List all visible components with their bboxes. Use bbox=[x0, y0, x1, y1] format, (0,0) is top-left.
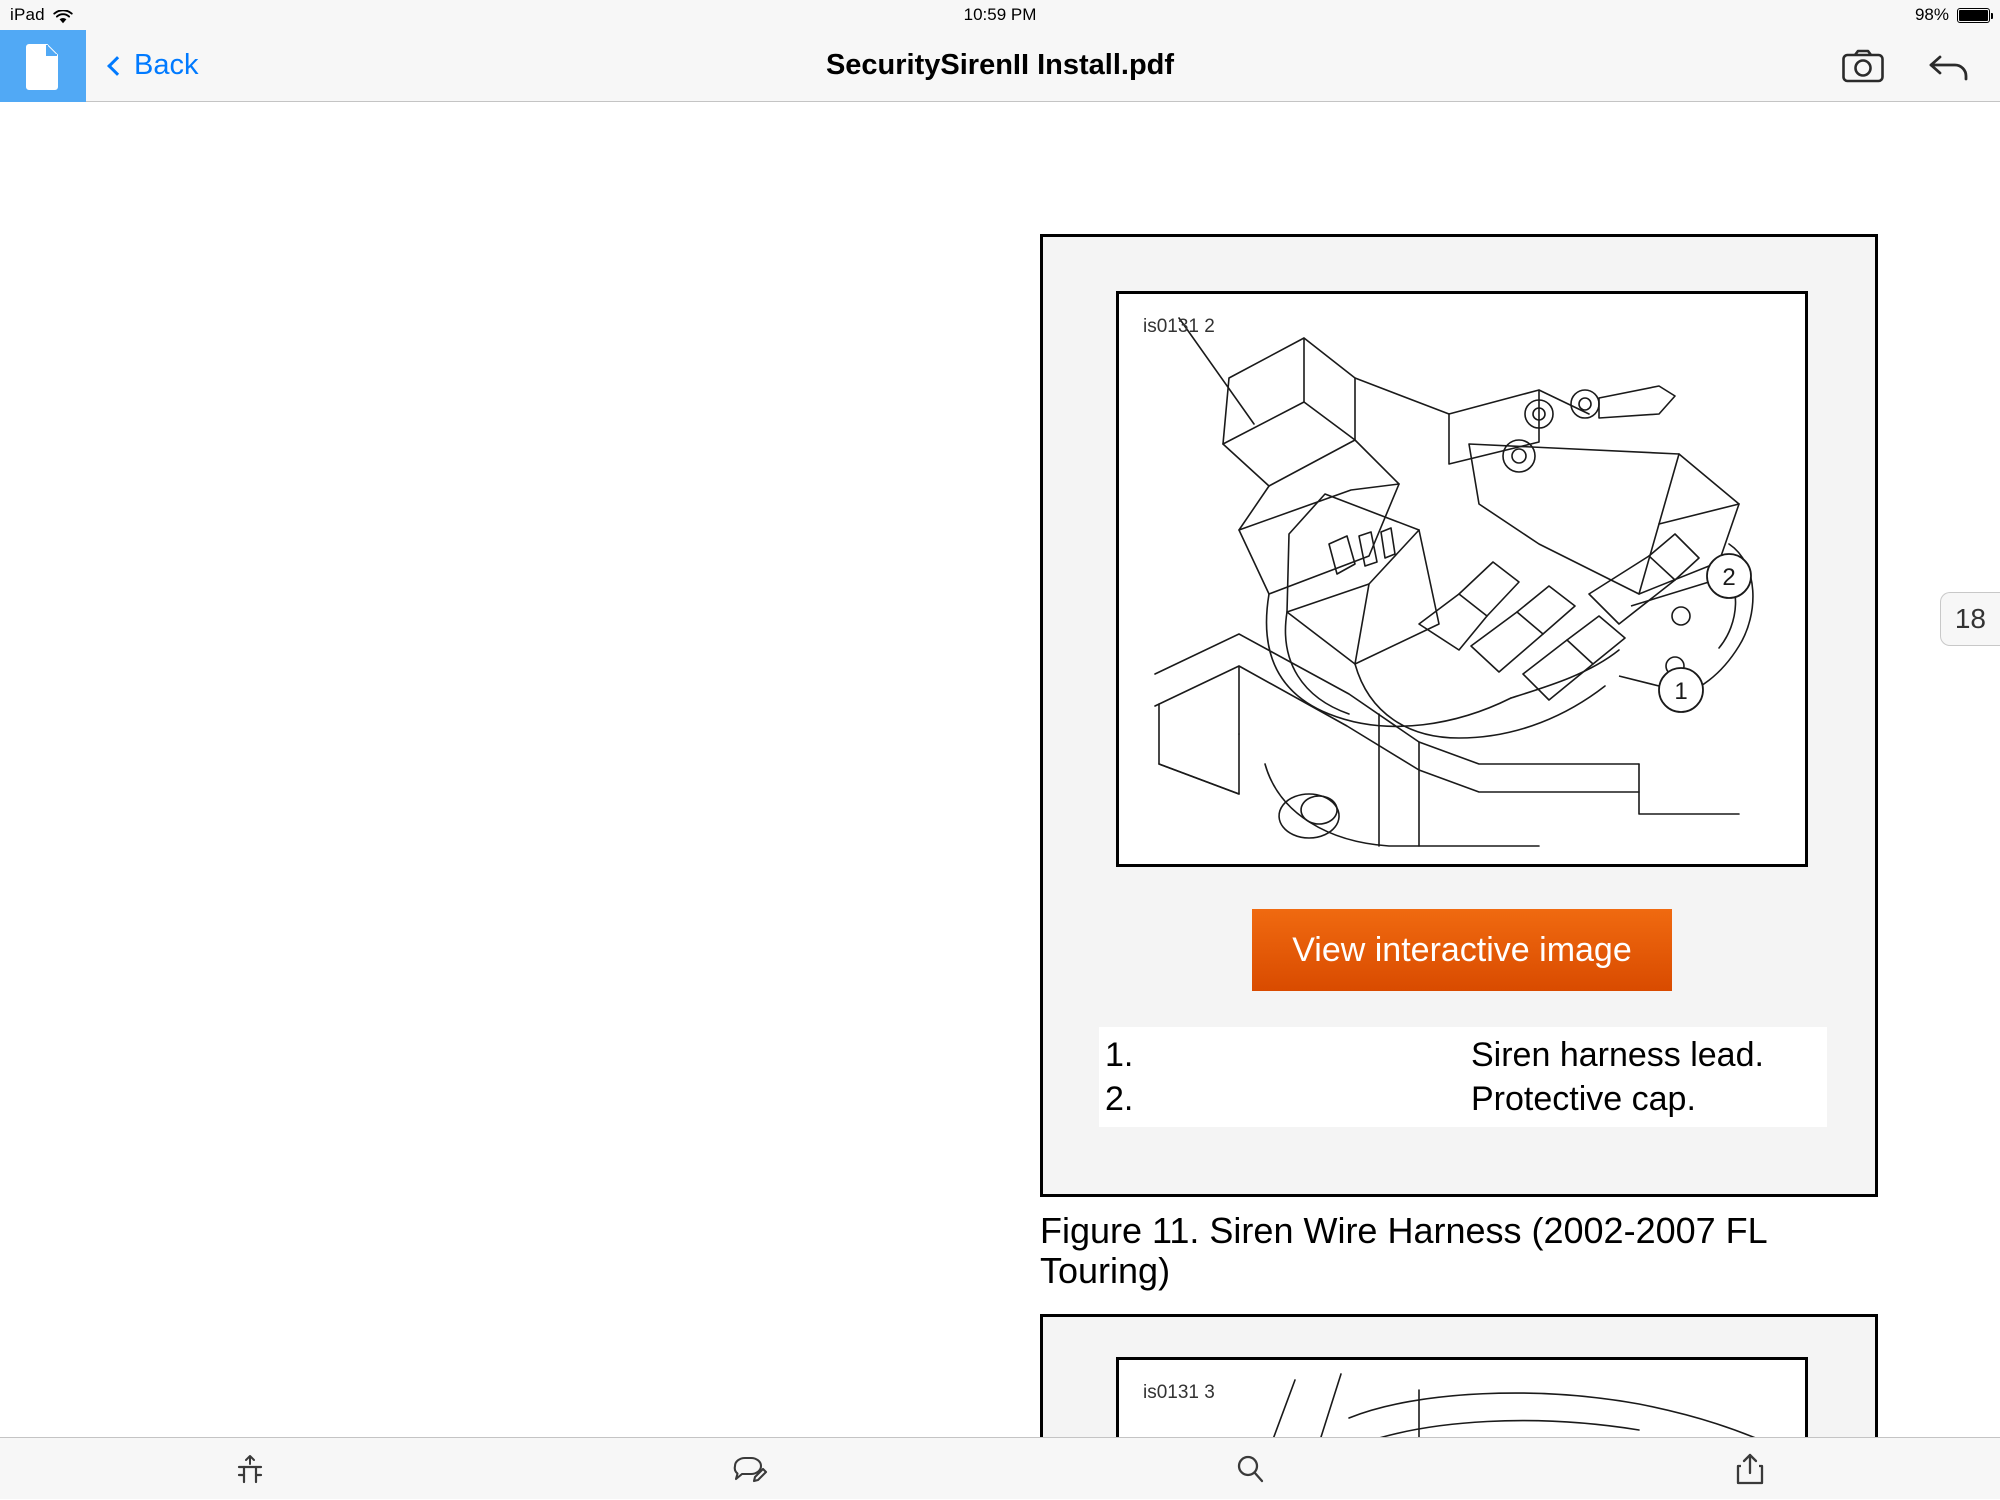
svg-text:2: 2 bbox=[1722, 564, 1735, 591]
document-icon[interactable] bbox=[0, 30, 86, 102]
back-button-label: Back bbox=[134, 49, 198, 82]
technical-drawing bbox=[1119, 294, 1808, 867]
status-bar-clock: 10:59 PM bbox=[0, 5, 2000, 25]
status-bar-right bbox=[1915, 5, 1990, 25]
page-view-button[interactable] bbox=[0, 1438, 500, 1500]
figure-block-next bbox=[1040, 1314, 1878, 1437]
figure-caption: Figure 11. Siren Wire Harness (2002-2007 FL Touring) bbox=[1040, 1211, 1810, 1292]
figure-legend bbox=[1099, 1027, 1827, 1127]
legend-number: 2. bbox=[1099, 1079, 1471, 1119]
share-button[interactable] bbox=[1500, 1438, 2000, 1500]
figure-block bbox=[1040, 234, 1878, 1197]
view-interactive-image-button[interactable]: View interactive image bbox=[1252, 909, 1672, 991]
navigation-bar-actions bbox=[1842, 49, 1972, 83]
figure-image bbox=[1116, 291, 1808, 867]
legend-text: Protective cap. bbox=[1471, 1079, 1827, 1119]
search-button[interactable] bbox=[1000, 1438, 1500, 1500]
document-column bbox=[1040, 234, 1878, 1437]
annotate-button[interactable] bbox=[500, 1438, 1000, 1500]
legend-item bbox=[1099, 1033, 1827, 1077]
undo-icon[interactable] bbox=[1928, 49, 1972, 83]
navigation-bar bbox=[0, 30, 2000, 102]
page-title: SecuritySirenII Install.pdf bbox=[0, 49, 2000, 82]
technical-drawing-next bbox=[1119, 1360, 1808, 1437]
search-icon bbox=[1234, 1453, 1266, 1485]
battery-icon bbox=[1957, 8, 1990, 23]
status-bar bbox=[0, 0, 2000, 30]
back-button[interactable] bbox=[110, 49, 198, 82]
pdf-page-content[interactable] bbox=[0, 102, 2000, 1437]
legend-text: Siren harness lead. bbox=[1471, 1035, 1827, 1075]
callout-1 bbox=[1619, 668, 1703, 712]
thumbnails-icon bbox=[234, 1453, 266, 1485]
legend-item bbox=[1099, 1077, 1827, 1121]
device-name: iPad bbox=[10, 5, 45, 25]
battery-percentage: 98% bbox=[1915, 5, 1949, 25]
figure-image-label: is0131 2 bbox=[1143, 316, 1215, 338]
share-icon bbox=[1735, 1452, 1765, 1486]
figure-image-next bbox=[1116, 1357, 1808, 1437]
figure-image-label-next: is0131 3 bbox=[1143, 1382, 1215, 1404]
svg-text:1: 1 bbox=[1674, 678, 1687, 705]
camera-icon[interactable] bbox=[1842, 49, 1884, 83]
page-number-indicator: 18 bbox=[1940, 592, 2000, 646]
bottom-toolbar bbox=[0, 1437, 2000, 1499]
chevron-left-icon bbox=[107, 56, 127, 76]
legend-number: 1. bbox=[1099, 1035, 1471, 1075]
annotate-icon bbox=[731, 1453, 769, 1485]
